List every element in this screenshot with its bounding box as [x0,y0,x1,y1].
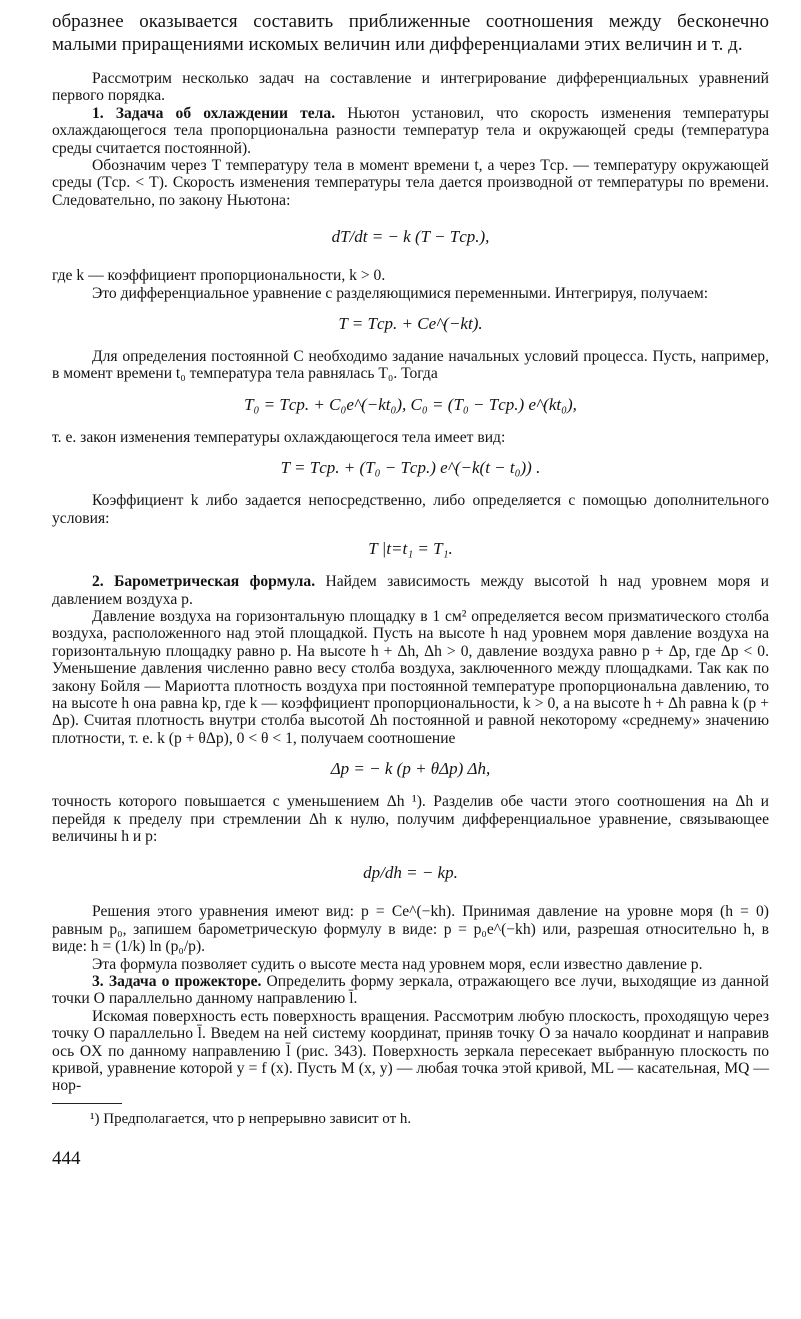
intro-text: образнее оказывается составить приближенные соотношения между бесконечно малыми приращениями искомых величин или дифференциалами этих величин и т. д. [52,11,769,55]
paragraph-law: т. е. закон изменения температуры охлаждающегося тела имеет вид: [52,428,506,446]
formula-newton: dT/dt = − k (T − Tср.), [331,227,490,247]
footnote: ¹) Предполагается, что p непрерывно зависит от h. [90,1110,412,1127]
task3-text: Определить форму зеркала, отражающего все лучи, выходящие из данной точки O параллельно данному направлению l̄. [52,973,769,1008]
formula-initial-condition: T₀ = Tср. + C₀e^(−kt₀), C₀ = (T₀ − Tср.) e^(kt₀), [244,394,577,414]
page-content [52,10,769,1170]
task2-text: Найдем зависимость между высотой h над уровнем моря и давлением воздуха p. [52,573,769,608]
paragraph-surface: Искомая поверхность есть поверхность вращения. Рассмотрим любую плоскость, проходящую через точку O параллельно l̄. Введем на ней систему координат, приняв точку O за начало координат и направив ось OX по данному направлению l̄ (рис. 343). Поверхность зеркала пересекает выбранную плоскость по кривой, уравнение которой y = f (x). Пусть M (x, y) — любая точка этой кривой, ML — касательная, MQ — нор- [52,1007,769,1095]
formula-general-solution: T = Tср. + Ce^(−kt). [338,314,483,334]
paragraph-consider: Рассмотрим несколько задач на составление и интегрирование дифференциальных уравнений первого порядка. [52,70,769,105]
paragraph-accuracy: точность которого повышается с уменьшением Δh ¹). Разделив обе части этого соотношения на Δh и перейдя к пределу при стремлении Δh к нулю, получим дифференциальное уравнение, связывающее величины h и p: [52,793,769,845]
task1-heading: 1. Задача об охлаждении тела. [92,104,336,122]
paragraph-formula-allows: Эта формула позволяет судить о высоте места над уровнем моря, если известно давление p. [92,955,703,973]
paragraph-denote: Обозначим через T температуру тела в момент времени t, а через Tср. — температуру окружающей среды (Tср. < T). Скорость изменения температуры тела дается производной от температуры по времени. Следовательно, по закону Ньютона: [52,157,769,209]
paragraph-where-k: где k — коэффициент пропорциональности, k > 0. [52,267,386,285]
task1-text: Ньютон установил, что скорость изменения температуры охлаждающегося тела пропорциональна разности температур тела и окружающей среды (температура среды считается постоянной). [52,104,769,157]
paragraph-separable: Это дифференциальное уравнение с разделяющимися переменными. Интегрируя, получаем: [92,284,709,302]
formula-pressure-relation: Δp = − k (p + θΔp) Δh, [330,759,491,779]
task2-paragraph [52,573,769,608]
paragraph-coefficient: Коэффициент k либо задается непосредственно, либо определяется с помощью дополнительного условия: [52,492,769,527]
task3-heading: 3. Задача о прожекторе. [92,973,262,990]
paragraph-solutions: Решения этого уравнения имеют вид: p = Ce^(−kh). Принимая давление на уровне моря (h = 0) равным p₀, запишем барометрическую формулу в виде: p = p₀e^(−kh) или, разрешая относительно h, в виде: h = (1/k) ln (p₀/p). [52,903,769,956]
footnote-divider [52,1103,122,1104]
task1-paragraph [52,105,769,157]
formula-barometric-de: dp/dh = − kp. [363,863,458,883]
paragraph-pressure: Давление воздуха на горизонтальную площадку в 1 см² определяется весом призматического столба воздуха, расположенного над этой площадкой. Пусть на высоте h над уровнем моря давление воздуха на горизонтальную площадку равно p. На высоте h + Δh, Δh > 0, давление воздуха равно p + Δp, где Δp < 0. Уменьшение давления численно равно весу столба воздуха, заключенного между площадками. Так как по закону Бойля — Мариотта плотность воздуха при постоянной температуре пропорциональна давлению, то на высоте h она равна kp, где k — коэффициент пропорциональности, k > 0, а на высоте h + Δh равна k (p + Δp). Считая плотность внутри столба высотой Δh постоянной и равной некоторому «среднему» значению плотности, т. е. k (p + θΔp), 0 < θ < 1, получаем соотношение [52,607,769,747]
page-number: 444 [52,1147,81,1169]
paragraph-constant: Для определения постоянной C необходимо задание начальных условий процесса. Пусть, например, в момент времени t₀ температура тела равнялась T₀. Тогда [52,348,769,383]
task2-heading: 2. Барометрическая формула. [92,573,316,591]
formula-additional-condition: T |t=t₁ = T₁. [368,539,453,559]
task3-paragraph [52,973,769,1008]
formula-cooling-law: T = Tср. + (T₀ − Tср.) e^(−k(t − t₀)) . [280,458,541,478]
